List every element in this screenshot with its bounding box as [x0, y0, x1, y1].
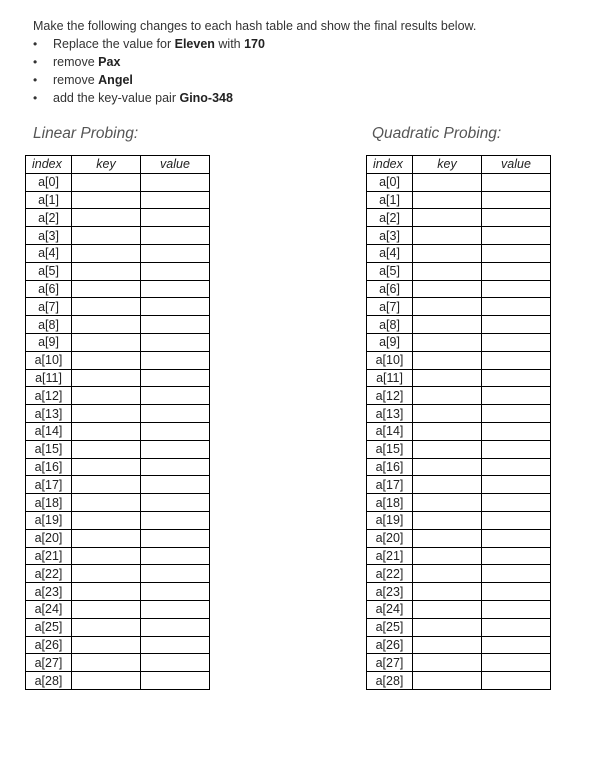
- key-cell[interactable]: [413, 600, 482, 618]
- index-cell: a[17]: [26, 476, 72, 494]
- value-cell[interactable]: [482, 262, 551, 280]
- index-cell: a[17]: [367, 476, 413, 494]
- value-cell[interactable]: [482, 191, 551, 209]
- table-row: [367, 494, 551, 512]
- value-cell[interactable]: [141, 209, 210, 227]
- linear-probing-title: Linear Probing:: [33, 125, 139, 142]
- bullet-value: 170: [244, 37, 265, 51]
- key-cell[interactable]: [72, 600, 141, 618]
- index-cell: a[21]: [26, 547, 72, 565]
- index-cell: a[23]: [367, 583, 413, 601]
- index-cell: a[24]: [26, 600, 72, 618]
- index-cell: a[0]: [26, 173, 72, 191]
- value-cell[interactable]: [482, 529, 551, 547]
- bullet-text: with: [214, 37, 245, 51]
- index-cell: a[22]: [26, 565, 72, 583]
- bullet-icon: •: [33, 37, 38, 51]
- value-cell[interactable]: [482, 209, 551, 227]
- key-cell[interactable]: [413, 333, 482, 351]
- value-cell[interactable]: [482, 405, 551, 423]
- value-cell[interactable]: [482, 244, 551, 262]
- index-cell: a[10]: [26, 351, 72, 369]
- bullet-key: Pax: [98, 55, 121, 69]
- key-cell[interactable]: [413, 173, 482, 191]
- table-header-row: [26, 156, 210, 174]
- key-cell[interactable]: [72, 316, 141, 334]
- value-cell[interactable]: [482, 600, 551, 618]
- value-cell[interactable]: [482, 583, 551, 601]
- key-cell[interactable]: [413, 369, 482, 387]
- table-row: [26, 618, 210, 636]
- value-cell[interactable]: [141, 672, 210, 690]
- index-cell: a[20]: [367, 529, 413, 547]
- key-cell[interactable]: [413, 262, 482, 280]
- key-cell[interactable]: [413, 422, 482, 440]
- value-cell[interactable]: [141, 476, 210, 494]
- key-cell[interactable]: [72, 672, 141, 690]
- table-row: [26, 422, 210, 440]
- index-cell: a[7]: [367, 298, 413, 316]
- table-row: [367, 422, 551, 440]
- bullet-text: add the key-value pair: [53, 91, 180, 105]
- value-cell[interactable]: [482, 280, 551, 298]
- index-cell: a[24]: [367, 600, 413, 618]
- key-cell[interactable]: [72, 529, 141, 547]
- index-cell: a[27]: [367, 654, 413, 672]
- table-row: [26, 565, 210, 583]
- index-cell: a[16]: [367, 458, 413, 476]
- index-cell: a[11]: [367, 369, 413, 387]
- table-row: [26, 476, 210, 494]
- value-cell[interactable]: [141, 654, 210, 672]
- key-cell[interactable]: [72, 618, 141, 636]
- table-row: [26, 316, 210, 334]
- table-row: [26, 529, 210, 547]
- table-row: [26, 511, 210, 529]
- bullet-text: remove: [53, 73, 99, 87]
- index-cell: a[26]: [26, 636, 72, 654]
- table-row: [26, 280, 210, 298]
- instructions-intro: Make the following changes to each hash table and show the final results below.: [33, 19, 477, 33]
- key-cell[interactable]: [413, 298, 482, 316]
- key-cell[interactable]: [72, 244, 141, 262]
- index-cell: a[11]: [26, 369, 72, 387]
- list-item: [33, 71, 265, 89]
- key-cell[interactable]: [72, 583, 141, 601]
- table-row: [367, 280, 551, 298]
- value-cell[interactable]: [482, 173, 551, 191]
- value-cell[interactable]: [141, 422, 210, 440]
- value-cell[interactable]: [141, 618, 210, 636]
- key-cell[interactable]: [72, 440, 141, 458]
- index-cell: a[20]: [26, 529, 72, 547]
- table-row: [367, 476, 551, 494]
- index-cell: a[26]: [367, 636, 413, 654]
- table-row: [26, 600, 210, 618]
- bullet-text: remove: [53, 55, 99, 69]
- value-cell[interactable]: [482, 547, 551, 565]
- table-row: [367, 600, 551, 618]
- list-item: [33, 35, 265, 53]
- index-cell: a[27]: [26, 654, 72, 672]
- table-row: [367, 351, 551, 369]
- key-cell[interactable]: [413, 227, 482, 245]
- index-cell: a[18]: [367, 494, 413, 512]
- key-cell[interactable]: [72, 173, 141, 191]
- key-cell[interactable]: [72, 565, 141, 583]
- index-cell: a[6]: [367, 280, 413, 298]
- table-row: [26, 209, 210, 227]
- index-cell: a[10]: [367, 351, 413, 369]
- key-cell[interactable]: [413, 636, 482, 654]
- key-cell[interactable]: [413, 316, 482, 334]
- table-row: [367, 209, 551, 227]
- table-header-row: [367, 156, 551, 174]
- table-row: [26, 351, 210, 369]
- value-cell[interactable]: [141, 316, 210, 334]
- value-column-header: value: [482, 156, 551, 174]
- table-row: [367, 458, 551, 476]
- index-cell: a[8]: [26, 316, 72, 334]
- value-cell[interactable]: [482, 654, 551, 672]
- list-item: [33, 53, 265, 71]
- key-cell[interactable]: [413, 494, 482, 512]
- key-cell[interactable]: [413, 191, 482, 209]
- table-row: [26, 583, 210, 601]
- value-cell[interactable]: [482, 422, 551, 440]
- key-cell[interactable]: [72, 494, 141, 512]
- value-cell[interactable]: [141, 440, 210, 458]
- index-cell: a[3]: [26, 227, 72, 245]
- table-row: [367, 672, 551, 690]
- table-row: [367, 369, 551, 387]
- key-cell[interactable]: [72, 209, 141, 227]
- key-cell[interactable]: [413, 244, 482, 262]
- key-cell[interactable]: [72, 227, 141, 245]
- index-cell: a[2]: [367, 209, 413, 227]
- value-cell[interactable]: [141, 227, 210, 245]
- key-column-header: key: [72, 156, 141, 174]
- key-cell[interactable]: [413, 547, 482, 565]
- value-cell[interactable]: [482, 458, 551, 476]
- value-cell[interactable]: [141, 565, 210, 583]
- table-row: [367, 298, 551, 316]
- key-cell[interactable]: [72, 369, 141, 387]
- bullet-icon: •: [33, 91, 38, 105]
- value-cell[interactable]: [141, 244, 210, 262]
- key-cell[interactable]: [413, 511, 482, 529]
- key-cell[interactable]: [413, 280, 482, 298]
- value-cell[interactable]: [482, 636, 551, 654]
- bullet-key: Gino-348: [179, 91, 233, 105]
- value-cell[interactable]: [482, 227, 551, 245]
- key-cell[interactable]: [413, 529, 482, 547]
- key-cell[interactable]: [72, 405, 141, 423]
- value-cell[interactable]: [482, 369, 551, 387]
- index-cell: a[4]: [367, 244, 413, 262]
- index-cell: a[12]: [26, 387, 72, 405]
- list-item: [33, 89, 265, 107]
- table-row: [367, 262, 551, 280]
- index-cell: a[0]: [367, 173, 413, 191]
- bullet-icon: •: [33, 73, 38, 87]
- value-cell[interactable]: [141, 600, 210, 618]
- table-row: [367, 618, 551, 636]
- value-cell[interactable]: [141, 262, 210, 280]
- table-row: [367, 191, 551, 209]
- key-cell[interactable]: [72, 333, 141, 351]
- table-row: [26, 173, 210, 191]
- bullet-key: Eleven: [174, 37, 215, 51]
- bullet-icon: •: [33, 55, 38, 69]
- key-cell[interactable]: [72, 351, 141, 369]
- table-row: [26, 636, 210, 654]
- value-cell[interactable]: [482, 316, 551, 334]
- index-cell: a[16]: [26, 458, 72, 476]
- index-cell: a[22]: [367, 565, 413, 583]
- index-cell: a[8]: [367, 316, 413, 334]
- key-cell[interactable]: [413, 405, 482, 423]
- index-cell: a[21]: [367, 547, 413, 565]
- index-cell: a[13]: [367, 405, 413, 423]
- table-row: [26, 298, 210, 316]
- table-row: [26, 440, 210, 458]
- table-row: [367, 316, 551, 334]
- index-cell: a[19]: [367, 511, 413, 529]
- key-cell[interactable]: [413, 565, 482, 583]
- table-row: [26, 458, 210, 476]
- key-cell[interactable]: [413, 654, 482, 672]
- index-cell: a[1]: [367, 191, 413, 209]
- value-cell[interactable]: [141, 298, 210, 316]
- key-cell[interactable]: [72, 458, 141, 476]
- quadratic-probing-title: Quadratic Probing:: [372, 125, 502, 142]
- index-cell: a[19]: [26, 511, 72, 529]
- table-row: [367, 529, 551, 547]
- value-cell[interactable]: [482, 333, 551, 351]
- table-row: [26, 405, 210, 423]
- table-row: [26, 672, 210, 690]
- key-cell[interactable]: [72, 280, 141, 298]
- key-cell[interactable]: [72, 511, 141, 529]
- key-cell[interactable]: [413, 458, 482, 476]
- value-cell[interactable]: [141, 529, 210, 547]
- table-row: [26, 244, 210, 262]
- key-cell[interactable]: [72, 476, 141, 494]
- value-cell[interactable]: [141, 583, 210, 601]
- table-row: [367, 173, 551, 191]
- table-row: [367, 244, 551, 262]
- index-cell: a[5]: [367, 262, 413, 280]
- index-cell: a[28]: [367, 672, 413, 690]
- value-cell[interactable]: [141, 333, 210, 351]
- value-cell[interactable]: [141, 351, 210, 369]
- table-row: [367, 654, 551, 672]
- table-row: [26, 227, 210, 245]
- value-cell[interactable]: [141, 173, 210, 191]
- table-row: [367, 333, 551, 351]
- index-cell: a[15]: [26, 440, 72, 458]
- key-cell[interactable]: [72, 387, 141, 405]
- key-cell[interactable]: [72, 262, 141, 280]
- table-row: [26, 494, 210, 512]
- index-cell: a[9]: [26, 333, 72, 351]
- value-cell[interactable]: [141, 280, 210, 298]
- index-cell: a[18]: [26, 494, 72, 512]
- index-cell: a[6]: [26, 280, 72, 298]
- key-cell[interactable]: [413, 476, 482, 494]
- index-cell: a[2]: [26, 209, 72, 227]
- key-cell[interactable]: [413, 209, 482, 227]
- table-row: [26, 369, 210, 387]
- value-cell[interactable]: [482, 387, 551, 405]
- index-cell: a[28]: [26, 672, 72, 690]
- index-cell: a[25]: [26, 618, 72, 636]
- value-cell[interactable]: [482, 565, 551, 583]
- key-cell[interactable]: [72, 422, 141, 440]
- value-cell[interactable]: [482, 298, 551, 316]
- table-row: [367, 636, 551, 654]
- index-column-header: index: [367, 156, 413, 174]
- index-cell: a[14]: [367, 422, 413, 440]
- value-cell[interactable]: [141, 387, 210, 405]
- index-cell: a[4]: [26, 244, 72, 262]
- key-cell[interactable]: [72, 636, 141, 654]
- table-row: [367, 387, 551, 405]
- instructions-list: [33, 35, 265, 107]
- value-cell[interactable]: [141, 511, 210, 529]
- index-cell: a[7]: [26, 298, 72, 316]
- linear-probing-table: [25, 155, 210, 690]
- table-row: [367, 583, 551, 601]
- index-cell: a[14]: [26, 422, 72, 440]
- table-row: [26, 547, 210, 565]
- value-cell[interactable]: [141, 494, 210, 512]
- key-cell[interactable]: [413, 351, 482, 369]
- key-cell[interactable]: [413, 672, 482, 690]
- value-cell[interactable]: [141, 369, 210, 387]
- index-cell: a[5]: [26, 262, 72, 280]
- index-cell: a[13]: [26, 405, 72, 423]
- value-cell[interactable]: [482, 618, 551, 636]
- value-cell[interactable]: [482, 440, 551, 458]
- table-row: [26, 333, 210, 351]
- table-row: [367, 227, 551, 245]
- index-column-header: index: [26, 156, 72, 174]
- table-row: [367, 405, 551, 423]
- value-cell[interactable]: [141, 547, 210, 565]
- value-cell[interactable]: [141, 191, 210, 209]
- table-row: [367, 565, 551, 583]
- key-cell[interactable]: [72, 547, 141, 565]
- table-row: [26, 654, 210, 672]
- value-cell[interactable]: [482, 351, 551, 369]
- table-row: [367, 511, 551, 529]
- key-cell[interactable]: [72, 298, 141, 316]
- key-cell[interactable]: [413, 618, 482, 636]
- value-cell[interactable]: [482, 476, 551, 494]
- value-cell[interactable]: [141, 405, 210, 423]
- table-row: [26, 387, 210, 405]
- value-cell[interactable]: [482, 672, 551, 690]
- value-cell[interactable]: [482, 494, 551, 512]
- index-cell: a[9]: [367, 333, 413, 351]
- key-cell[interactable]: [72, 191, 141, 209]
- value-cell[interactable]: [141, 636, 210, 654]
- key-cell[interactable]: [72, 654, 141, 672]
- index-cell: a[3]: [367, 227, 413, 245]
- index-cell: a[25]: [367, 618, 413, 636]
- value-cell[interactable]: [141, 458, 210, 476]
- table-row: [26, 191, 210, 209]
- value-cell[interactable]: [482, 511, 551, 529]
- index-cell: a[23]: [26, 583, 72, 601]
- bullet-text: Replace the value for: [53, 37, 175, 51]
- key-cell[interactable]: [413, 387, 482, 405]
- index-cell: a[12]: [367, 387, 413, 405]
- table-row: [367, 547, 551, 565]
- key-cell[interactable]: [413, 583, 482, 601]
- bullet-key: Angel: [98, 73, 133, 87]
- key-cell[interactable]: [413, 440, 482, 458]
- value-column-header: value: [141, 156, 210, 174]
- key-column-header: key: [413, 156, 482, 174]
- quadratic-probing-table: [366, 155, 551, 690]
- table-row: [367, 440, 551, 458]
- table-row: [26, 262, 210, 280]
- index-cell: a[1]: [26, 191, 72, 209]
- index-cell: a[15]: [367, 440, 413, 458]
